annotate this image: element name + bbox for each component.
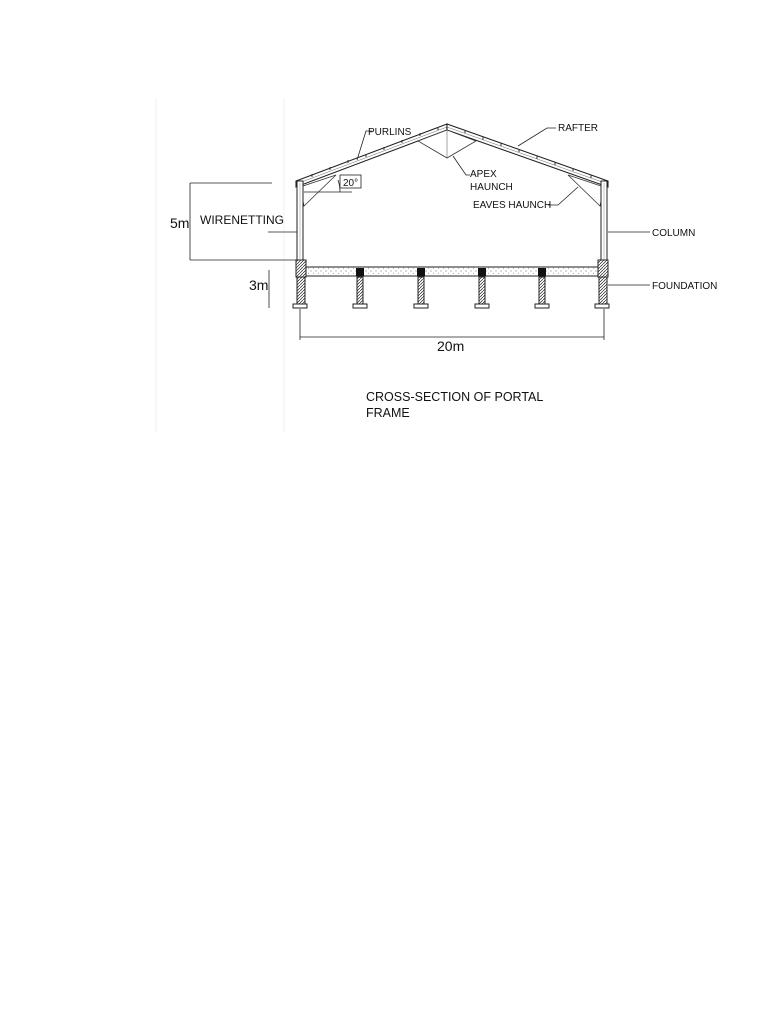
apex-haunch-label-line2: HAUNCH — [470, 182, 513, 193]
dimension-5m-label: 5m — [170, 215, 190, 231]
column-left — [297, 181, 303, 267]
column-right — [601, 181, 607, 267]
rafter-leader — [518, 128, 556, 146]
apex-haunch-leader — [453, 156, 470, 175]
floor-slab — [303, 267, 601, 276]
dimension-3m-label: 3m — [249, 277, 269, 293]
eaves-haunch-leader — [548, 187, 578, 205]
angle-label: 20° — [343, 178, 359, 189]
dimension-20m — [300, 309, 604, 340]
rafter-label: RAFTER — [558, 123, 598, 134]
caption-line-2: FRAME — [366, 406, 410, 420]
figure-caption — [366, 389, 566, 421]
dimension-20m-label: 20m — [437, 338, 465, 354]
caption-line-1: CROSS-SECTION OF PORTAL — [366, 390, 544, 404]
wirenetting-label: WIRENETTING — [200, 213, 284, 227]
column-label: COLUMN — [652, 228, 696, 239]
eaves-haunch-label: EAVES HAUNCH — [473, 200, 552, 211]
foundation-pad — [293, 260, 307, 308]
apex-haunch-label-line1: APEX — [470, 169, 497, 180]
foundation-label: FOUNDATION — [652, 281, 718, 292]
purlins-label: PURLINS — [368, 127, 412, 138]
